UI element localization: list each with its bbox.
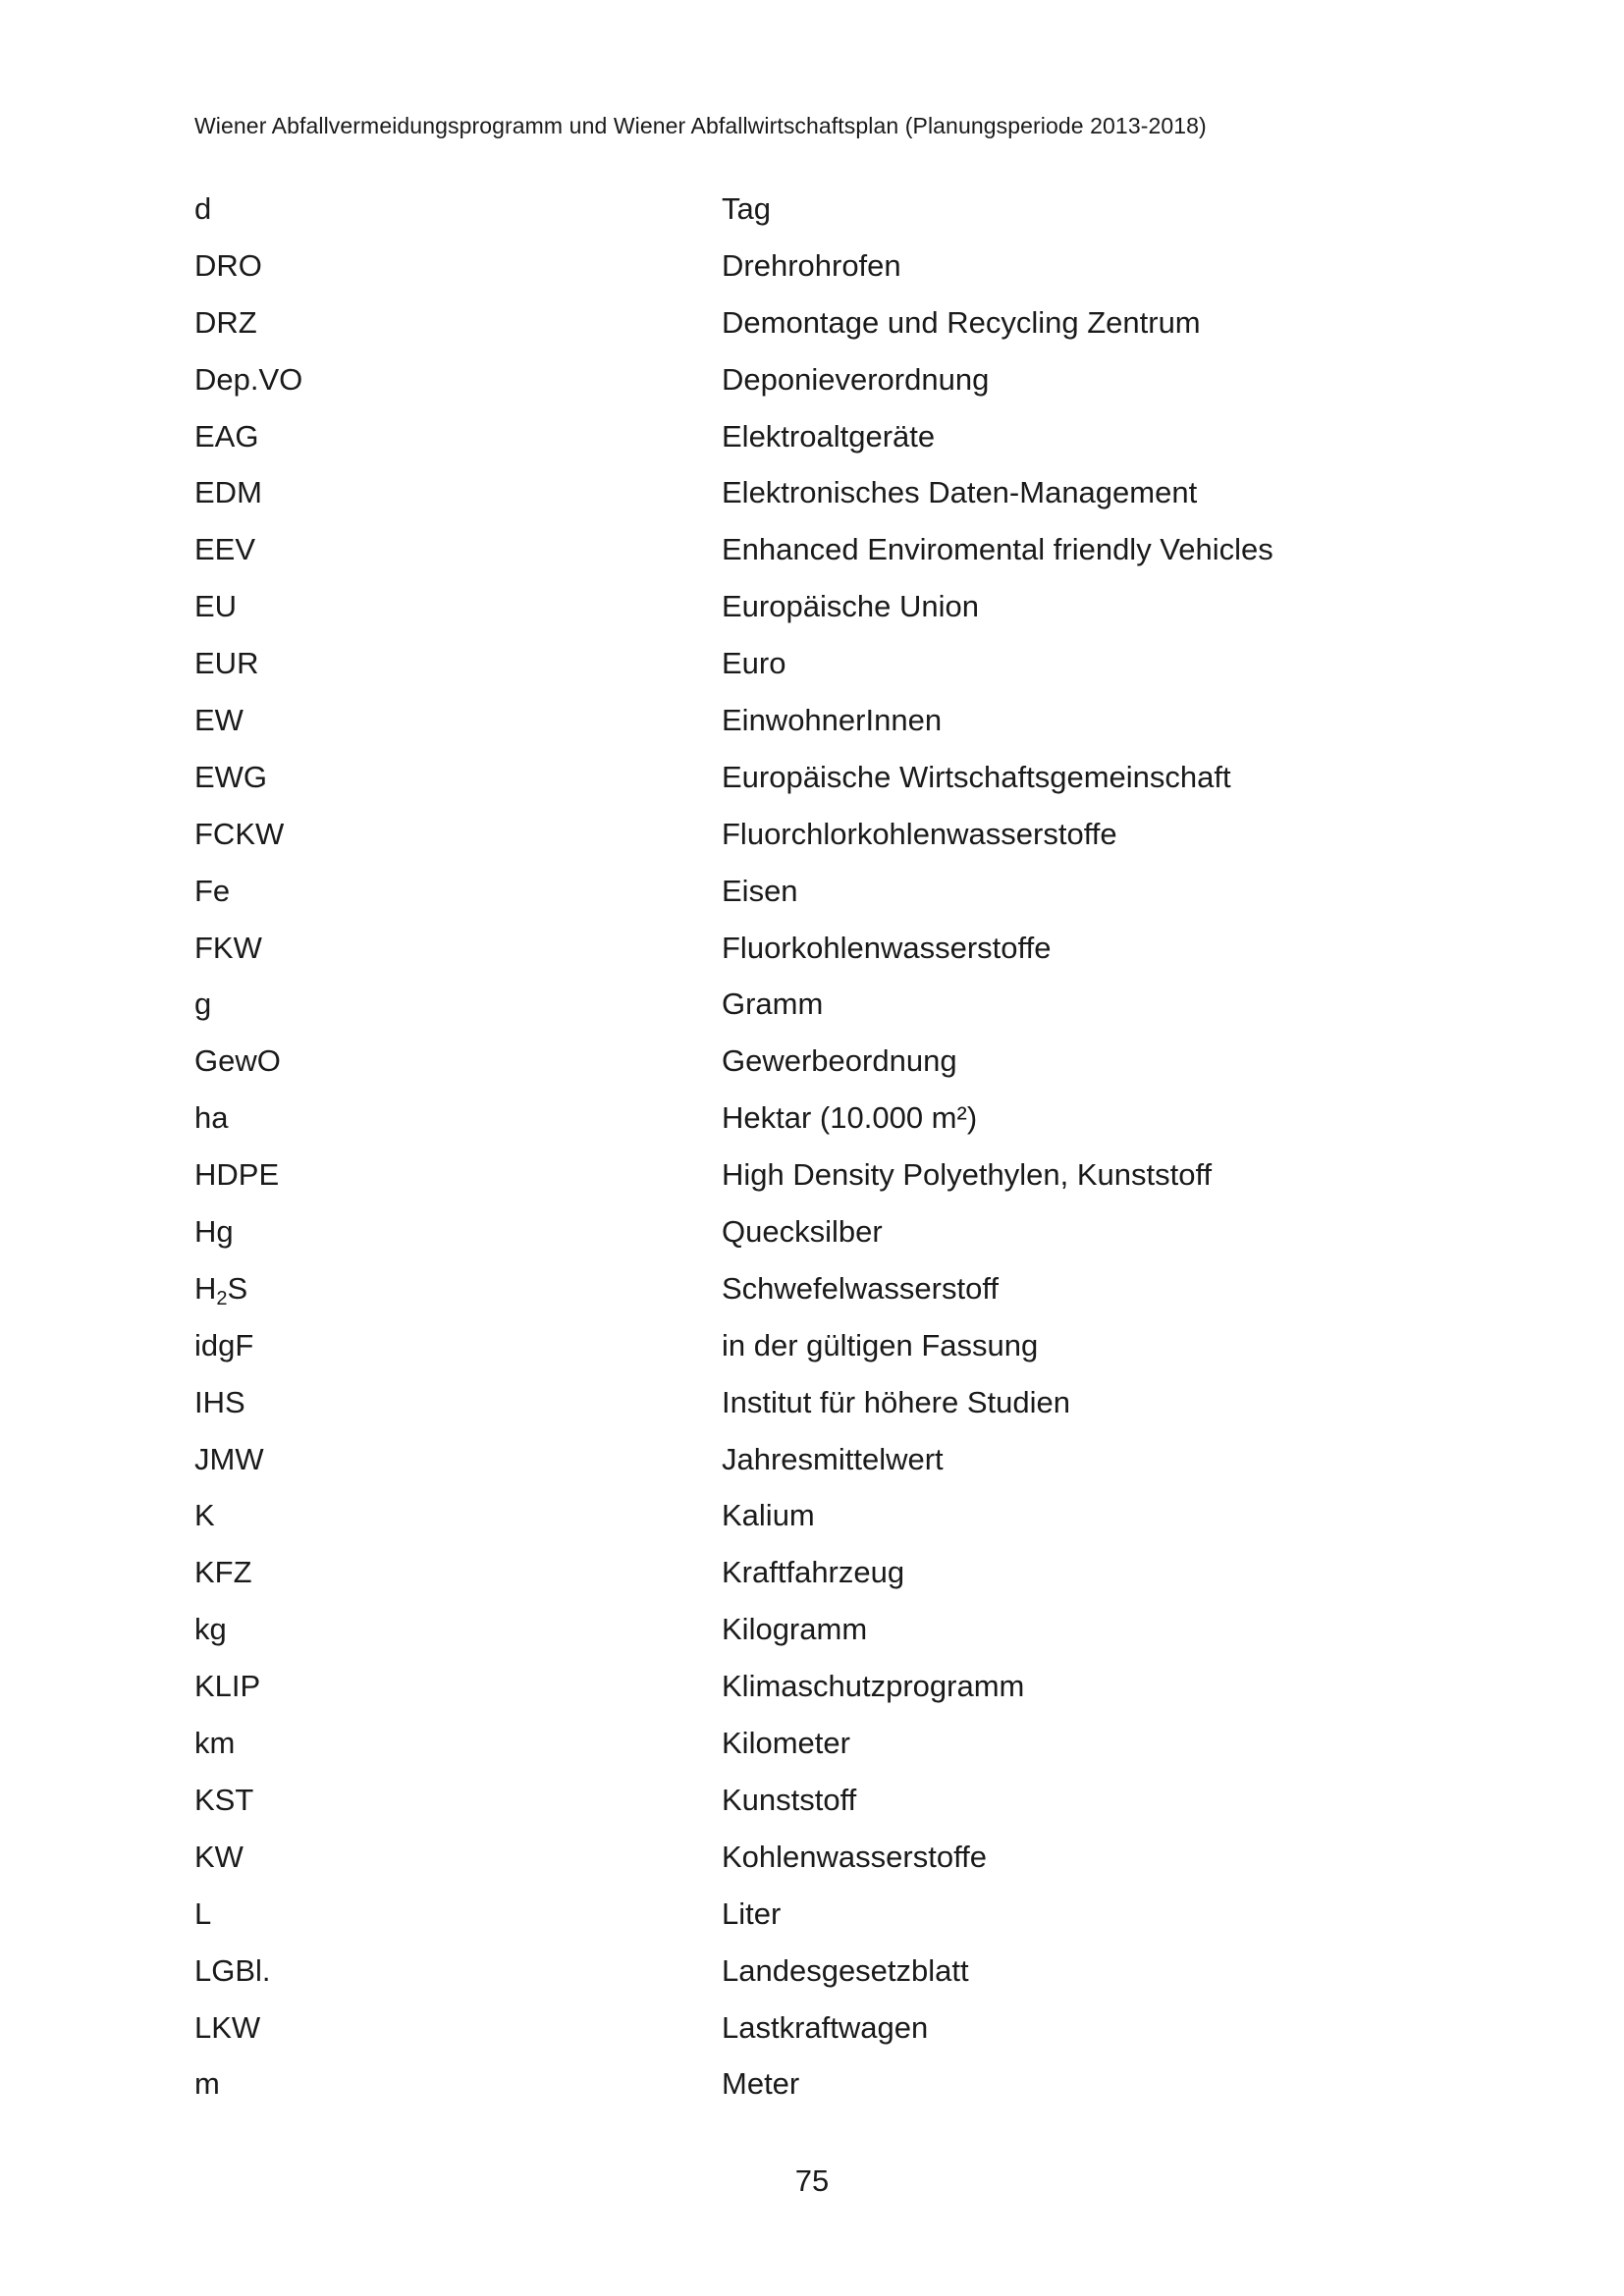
abbreviation-definition: Elektronisches Daten-Management xyxy=(722,475,1198,510)
list-item xyxy=(194,246,1432,303)
abbreviation-term: DRZ xyxy=(194,304,257,340)
abbreviation-definition: Europäische Wirtschaftsgemeinschaft xyxy=(722,759,1231,794)
abbreviation-term: DRO xyxy=(194,247,262,283)
abbreviation-definition: Jahresmittelwert xyxy=(722,1441,944,1476)
list-item xyxy=(194,1041,1432,1098)
abbreviation-definition: Liter xyxy=(722,1896,782,1931)
abbreviation-term: EAG xyxy=(194,418,259,454)
list-item xyxy=(194,872,1432,929)
abbreviation-definition: Deponieverordnung xyxy=(722,361,990,397)
abbreviation-definition: Lastkraftwagen xyxy=(722,2009,929,2045)
subscript: 2 xyxy=(216,1287,228,1309)
abbreviation-term: g xyxy=(194,987,212,1022)
list-item xyxy=(194,929,1432,986)
list-item xyxy=(194,2064,1432,2121)
list-item xyxy=(194,1383,1432,1440)
abbreviation-list xyxy=(194,189,1432,2121)
abbreviation-definition: Kalium xyxy=(722,1498,815,1533)
abbreviation-definition: Meter xyxy=(722,2066,800,2102)
abbreviation-definition: Kunststoff xyxy=(722,1782,857,1817)
list-item xyxy=(194,1553,1432,1610)
abbreviation-term: KST xyxy=(194,1782,254,1817)
list-item xyxy=(194,530,1432,587)
abbreviation-term: LGBl. xyxy=(194,1952,271,1988)
abbreviation-term: EEV xyxy=(194,532,256,567)
list-item xyxy=(194,758,1432,815)
abbreviation-term: LKW xyxy=(194,2009,261,2045)
abbreviation-term: HDPE xyxy=(194,1157,280,1193)
abbreviation-term: Dep.VO xyxy=(194,361,303,397)
abbreviation-definition: Tag xyxy=(722,191,771,226)
abbreviation-term: KFZ xyxy=(194,1555,252,1590)
page-header: Wiener Abfallvermeidungsprogramm und Wiener Abfallwirtschaftsplan (Planungsperiode 2013-2018) xyxy=(194,113,1207,138)
abbreviation-term: IHS xyxy=(194,1384,245,1419)
abbreviation-term: EU xyxy=(194,589,238,624)
abbreviation-term xyxy=(194,1269,722,1308)
list-item xyxy=(194,1667,1432,1724)
abbreviation-term: idgF xyxy=(194,1327,254,1362)
abbreviation-definition: Institut für höhere Studien xyxy=(722,1384,1071,1419)
abbreviation-term: d xyxy=(194,191,212,226)
abbreviation-term: JMW xyxy=(194,1441,264,1476)
list-item xyxy=(194,1838,1432,1895)
page-number: 75 xyxy=(794,2163,830,2198)
abbreviation-definition: Fluorkohlenwasserstoffe xyxy=(722,930,1052,965)
list-item xyxy=(194,473,1432,530)
abbreviation-definition: Elektroaltgeräte xyxy=(722,418,936,454)
abbreviation-term: m xyxy=(194,2066,220,2102)
abbreviation-definition: Kilogramm xyxy=(722,1612,868,1647)
abbreviation-term: L xyxy=(194,1896,212,1931)
list-item xyxy=(194,815,1432,872)
abbreviation-term: K xyxy=(194,1498,215,1533)
abbreviation-definition: Kohlenwasserstoffe xyxy=(722,1839,987,1874)
abbreviation-definition: Fluorchlorkohlenwasserstoffe xyxy=(722,816,1117,851)
list-item xyxy=(194,2008,1432,2065)
abbreviation-definition: Quecksilber xyxy=(722,1214,883,1250)
list-item xyxy=(194,1326,1432,1383)
abbreviation-definition: EinwohnerInnen xyxy=(722,703,943,738)
abbreviation-term: Fe xyxy=(194,873,231,908)
list-item xyxy=(194,644,1432,701)
list-item xyxy=(194,1496,1432,1553)
list-item xyxy=(194,1440,1432,1497)
list-item xyxy=(194,1098,1432,1155)
list-item xyxy=(194,1951,1432,2008)
abbreviation-definition: Gramm xyxy=(722,987,824,1022)
abbreviation-term: kg xyxy=(194,1612,227,1647)
chemical-symbol: S xyxy=(227,1270,248,1306)
list-item xyxy=(194,1610,1432,1667)
abbreviation-term: FCKW xyxy=(194,816,285,851)
abbreviation-term: EW xyxy=(194,703,244,738)
chemical-symbol: H xyxy=(194,1270,217,1306)
abbreviation-term: KLIP xyxy=(194,1669,261,1704)
abbreviation-term: Hg xyxy=(194,1214,234,1250)
abbreviation-term: GewO xyxy=(194,1043,281,1079)
abbreviation-definition: Gewerbeordnung xyxy=(722,1043,957,1079)
abbreviation-definition: Landesgesetzblatt xyxy=(722,1952,969,1988)
list-item xyxy=(194,189,1432,246)
abbreviation-definition: High Density Polyethylen, Kunststoff xyxy=(722,1157,1213,1193)
list-item xyxy=(194,1724,1432,1781)
abbreviation-definition: Hektar (10.000 m²) xyxy=(722,1100,978,1136)
abbreviation-term: KW xyxy=(194,1839,244,1874)
abbreviation-definition: Eisen xyxy=(722,873,798,908)
abbreviation-definition: Demontage und Recycling Zentrum xyxy=(722,304,1201,340)
abbreviation-definition: in der gültigen Fassung xyxy=(722,1327,1039,1362)
abbreviation-term: km xyxy=(194,1726,236,1761)
list-item xyxy=(194,1895,1432,1951)
abbreviation-term: EUR xyxy=(194,646,259,681)
list-item xyxy=(194,985,1432,1041)
abbreviation-definition: Drehrohrofen xyxy=(722,247,901,283)
list-item xyxy=(194,701,1432,758)
abbreviation-definition: Euro xyxy=(722,646,786,681)
abbreviation-term: EWG xyxy=(194,759,268,794)
abbreviation-term: ha xyxy=(194,1100,229,1136)
abbreviation-definition: Klimaschutzprogramm xyxy=(722,1669,1025,1704)
list-item xyxy=(194,1269,1432,1326)
list-item xyxy=(194,587,1432,644)
list-item xyxy=(194,1155,1432,1212)
abbreviation-term: EDM xyxy=(194,475,262,510)
abbreviation-definition: Kilometer xyxy=(722,1726,850,1761)
list-item xyxy=(194,417,1432,474)
list-item xyxy=(194,303,1432,360)
abbreviation-definition: Enhanced Enviromental friendly Vehicles xyxy=(722,532,1273,567)
list-item xyxy=(194,360,1432,417)
abbreviation-definition: Schwefelwasserstoff xyxy=(722,1270,999,1306)
abbreviation-term: FKW xyxy=(194,930,262,965)
abbreviation-definition: Kraftfahrzeug xyxy=(722,1555,905,1590)
list-item xyxy=(194,1212,1432,1269)
list-item xyxy=(194,1781,1432,1838)
abbreviation-definition: Europäische Union xyxy=(722,589,979,624)
